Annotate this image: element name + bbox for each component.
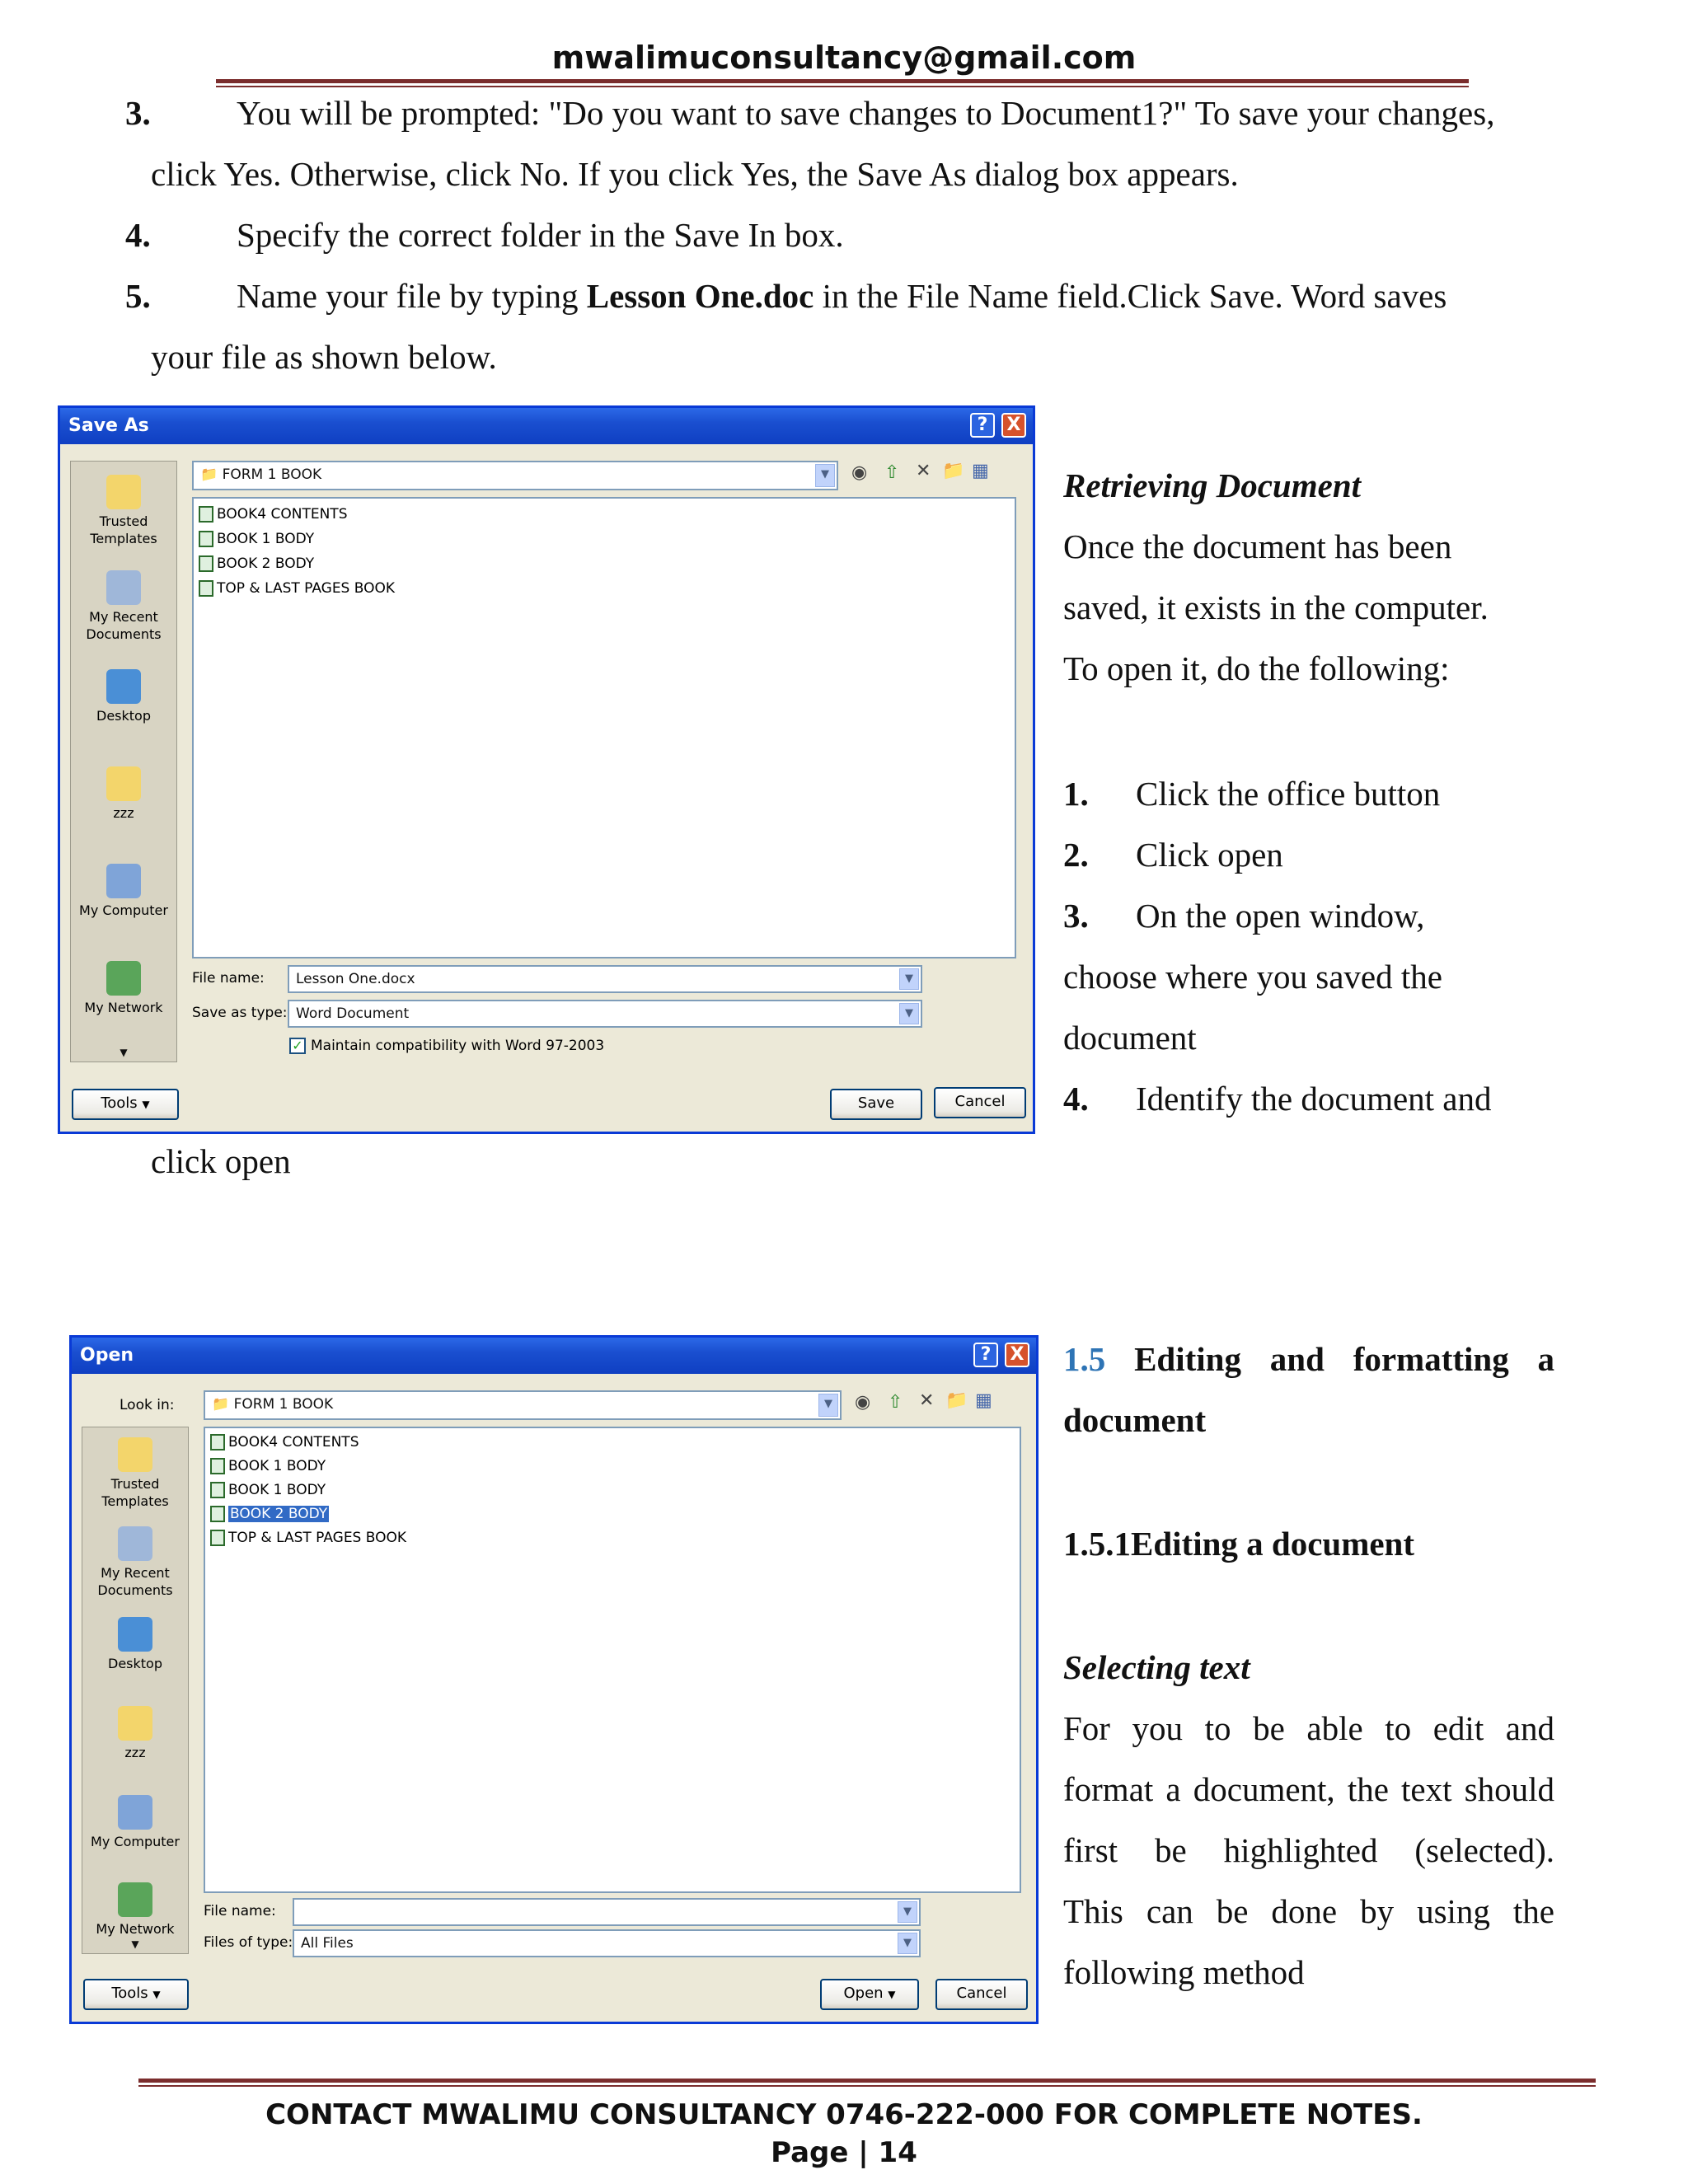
retrieve-step-4-continuation: click open [151,1142,291,1180]
places-bar [70,461,177,1062]
document-icon [210,1506,225,1522]
files-of-type-select[interactable] [293,1929,921,1957]
retrieve-step-3-line-2: document [1063,1019,1197,1057]
folder-icon [106,475,141,509]
file-item[interactable] [199,504,347,525]
save-in-value: FORM 1 BOOK [222,466,322,483]
retrieve-step-2-number: 2. [1063,836,1089,874]
step-3-text: You will be prompted: "Do you want to save changes to Document1?" To save your changes, [237,94,1495,132]
views-icon[interactable]: ▦ [975,1390,992,1411]
step-5-bold: Lesson One.doc [586,277,814,315]
new-folder-icon[interactable]: 📁 [942,461,965,481]
chevron-down-icon[interactable]: ▼ [898,1933,917,1954]
files-of-type-label: Files of type: [204,1934,293,1951]
desktop-icon [106,669,141,704]
subsection-heading: 1.5.1Editing a document [1063,1525,1414,1563]
back-icon[interactable]: ◉ [855,1392,871,1413]
retrieve-step-1 [1063,763,1440,824]
open-title: Open [80,1345,134,1366]
help-button[interactable]: ? [973,1343,998,1367]
file-item[interactable] [199,528,314,550]
section-heading-line-2: document [1063,1401,1207,1439]
step-5-text-b: in the File Name field.Click Save. Word saves [814,277,1447,315]
place-recent-documents[interactable] [71,570,176,643]
retrieve-step-1-text: Click the office button [1136,775,1441,813]
computer-icon [106,864,141,898]
place-label: Desktop [96,708,151,724]
new-folder-icon[interactable]: 📁 [945,1390,968,1411]
save-as-dialog [58,405,1035,1134]
section-title-word: Editing [1134,1340,1241,1378]
step-4 [125,204,844,265]
save-in-combo[interactable] [192,461,838,490]
place-trusted-templates[interactable] [71,475,176,547]
retrieve-step-3-line-1: choose where you saved the [1063,958,1442,996]
desktop-icon [118,1617,152,1652]
retrieving-line-1: Once the document has been [1063,527,1452,565]
file-name: BOOK 2 BODY [230,1506,328,1522]
close-button[interactable]: X [1001,413,1026,438]
footer-page-number: Page | 14 [771,2136,917,2169]
document-icon [199,580,213,597]
folder-icon: 📁 [212,1396,230,1413]
file-item[interactable] [199,578,395,599]
step-4-number: 4. [125,216,151,254]
place-my-computer[interactable] [82,1795,188,1850]
file-name: BOOK4 CONTENTS [217,506,348,523]
chevron-down-icon: ▼ [152,1989,161,2000]
chevron-down-icon[interactable]: ▼ [898,1901,917,1923]
look-in-combo[interactable] [204,1390,842,1420]
look-in-value: FORM 1 BOOK [233,1396,334,1413]
file-item[interactable] [210,1455,326,1477]
section-title-word: and [1269,1340,1325,1378]
file-item[interactable] [210,1479,326,1501]
file-name-label: File name: [192,970,265,987]
file-name: BOOK 1 BODY [228,1482,326,1498]
delete-icon[interactable]: ✕ [916,461,931,481]
folder-icon: 📁 [200,466,218,483]
document-icon [210,1458,225,1474]
scroll-down-icon[interactable]: ▼ [120,1047,128,1058]
place-my-network[interactable] [71,961,176,1015]
save-as-title: Save As [68,415,149,436]
chevron-down-icon[interactable]: ▼ [815,464,835,487]
selecting-line-4: This can be done by using the [1063,1892,1554,1930]
retrieve-step-2-text: Click open [1136,836,1283,874]
place-label: zzz [113,805,134,821]
delete-icon[interactable]: ✕ [919,1390,935,1411]
place-trusted-templates[interactable] [82,1437,188,1510]
open-button[interactable] [820,1979,919,2010]
file-item-selected[interactable] [210,1503,329,1525]
up-folder-icon[interactable]: ⇧ [884,462,900,483]
place-desktop[interactable] [71,669,176,724]
save-as-type-value: Word Document [296,1005,410,1022]
place-desktop[interactable] [82,1617,188,1672]
selecting-line-3: first be highlighted (selected). [1063,1831,1554,1869]
close-button[interactable]: X [1005,1343,1029,1367]
step-3-continuation: click Yes. Otherwise, click No. If you click Yes, the Save As dialog box appears. [151,155,1239,193]
retrieving-line-3: To open it, do the following: [1063,649,1450,687]
section-title-word: formatting [1353,1340,1509,1378]
folder-icon [118,1437,152,1472]
clock-icon [118,1526,152,1561]
section-title-word: a [1537,1340,1555,1378]
network-icon [106,961,141,996]
selecting-line-2: format a document, the text should [1063,1770,1554,1808]
up-folder-icon[interactable]: ⇧ [888,1392,903,1413]
retrieve-step-4-number: 4. [1063,1080,1089,1118]
place-zzz[interactable] [82,1706,188,1761]
step-5-continuation: your file as shown below. [151,338,497,376]
chevron-down-icon: ▼ [142,1099,150,1110]
save-as-titlebar [60,408,1033,444]
footer-contact: CONTACT MWALIMU CONSULTANCY 0746-222-000 FOR COMPLETE NOTES. [265,2098,1423,2131]
open-label: Open [843,1985,884,2002]
document-icon [199,506,213,523]
place-label: Desktop [108,1656,162,1671]
cancel-button[interactable]: Cancel [934,1087,1026,1118]
document-icon [199,555,213,572]
chevron-down-icon[interactable]: ▼ [818,1394,838,1417]
tools-button[interactable] [72,1089,179,1120]
document-icon [210,1434,225,1451]
step-5-text-a: Name your file by typing [237,277,587,315]
file-list[interactable] [204,1427,1021,1893]
file-list[interactable] [192,497,1016,958]
computer-icon [118,1795,152,1830]
file-name-label: File name: [204,1903,276,1919]
chevron-down-icon[interactable]: ▼ [899,968,919,990]
folder-icon [106,766,141,801]
step-5 [125,265,1547,326]
place-label: My Network [84,1000,163,1015]
file-name: BOOK 1 BODY [228,1458,326,1474]
retrieve-step-4 [1063,1068,1492,1129]
file-name: TOP & LAST PAGES BOOK [217,580,396,597]
file-name: BOOK 2 BODY [217,555,315,572]
tools-button[interactable] [83,1979,189,2010]
retrieve-step-1-number: 1. [1063,775,1089,813]
place-label: Trusted Templates [101,1476,169,1509]
help-button[interactable]: ? [970,413,995,438]
place-label: Trusted Templates [90,513,157,546]
views-icon[interactable]: ▦ [972,461,989,481]
places-bar [82,1427,189,1954]
place-label: My Recent Documents [97,1565,173,1598]
selecting-text-heading: Selecting text [1063,1648,1250,1686]
file-name: BOOK4 CONTENTS [228,1434,359,1451]
selecting-line-1: For you to be able to edit and [1063,1709,1554,1747]
step-4-text: Specify the correct folder in the Save In box. [237,216,844,254]
tools-label: Tools [111,1985,148,2002]
file-name-input[interactable] [293,1898,921,1926]
step-3-number: 3. [125,94,151,132]
step-5-number: 5. [125,277,151,315]
compat-label: Maintain compatibility with Word 97-2003 [311,1038,605,1054]
retrieve-step-3-text: On the open window, [1136,897,1425,935]
place-recent-documents[interactable] [82,1526,188,1599]
footer-rule-thin [138,2085,1596,2087]
header-email: mwalimuconsultancy@gmail.com [551,40,1137,76]
folder-icon [118,1706,152,1741]
compat-checkbox[interactable]: ✓ [289,1038,306,1054]
back-icon[interactable]: ◉ [851,462,868,483]
document-icon [210,1482,225,1498]
tools-label: Tools [101,1094,138,1112]
section-number: 1.5 [1063,1340,1106,1378]
open-titlebar [72,1338,1036,1374]
retrieve-step-4-text: Identify the document and [1136,1080,1492,1118]
place-label: My Computer [91,1834,180,1849]
place-label: My Computer [79,902,168,918]
place-my-computer[interactable] [71,864,176,919]
file-name-input[interactable] [288,965,922,993]
footer-rule [138,2079,1596,2083]
chevron-down-icon[interactable]: ▼ [899,1003,919,1024]
section-heading [1063,1329,1554,1390]
save-button[interactable]: Save [830,1089,922,1120]
document-icon [199,531,213,547]
place-my-network[interactable] [82,1882,188,1937]
retrieve-step-3 [1063,885,1424,946]
retrieve-step-2 [1063,824,1283,885]
file-name: BOOK 1 BODY [217,531,315,547]
selecting-line-5: following method [1063,1953,1305,1991]
save-as-type-label: Save as type: [192,1005,288,1021]
cancel-button[interactable]: Cancel [935,1979,1028,2010]
open-dialog [69,1335,1039,2024]
file-name: TOP & LAST PAGES BOOK [228,1530,407,1546]
retrieving-line-2: saved, it exists in the computer. [1063,588,1489,626]
place-label: zzz [124,1745,146,1760]
retrieving-heading: Retrieving Document [1063,466,1362,504]
scroll-down-icon[interactable]: ▼ [131,1938,139,1950]
file-item[interactable] [210,1527,406,1549]
file-item[interactable] [210,1432,359,1453]
place-label: My Network [96,1921,175,1937]
step-3 [125,82,1547,143]
chevron-down-icon: ▼ [888,1989,896,2000]
document-icon [210,1530,225,1546]
clock-icon [106,570,141,605]
file-name-value: Lesson One.docx [296,971,415,987]
network-icon [118,1882,152,1917]
retrieve-step-3-number: 3. [1063,897,1089,935]
place-zzz[interactable] [71,766,176,822]
files-of-type-value: All Files [301,1935,354,1952]
look-in-label: Look in: [120,1397,175,1413]
place-label: My Recent Documents [86,609,162,642]
save-as-type-select[interactable] [288,1000,922,1028]
file-item[interactable] [199,553,314,574]
